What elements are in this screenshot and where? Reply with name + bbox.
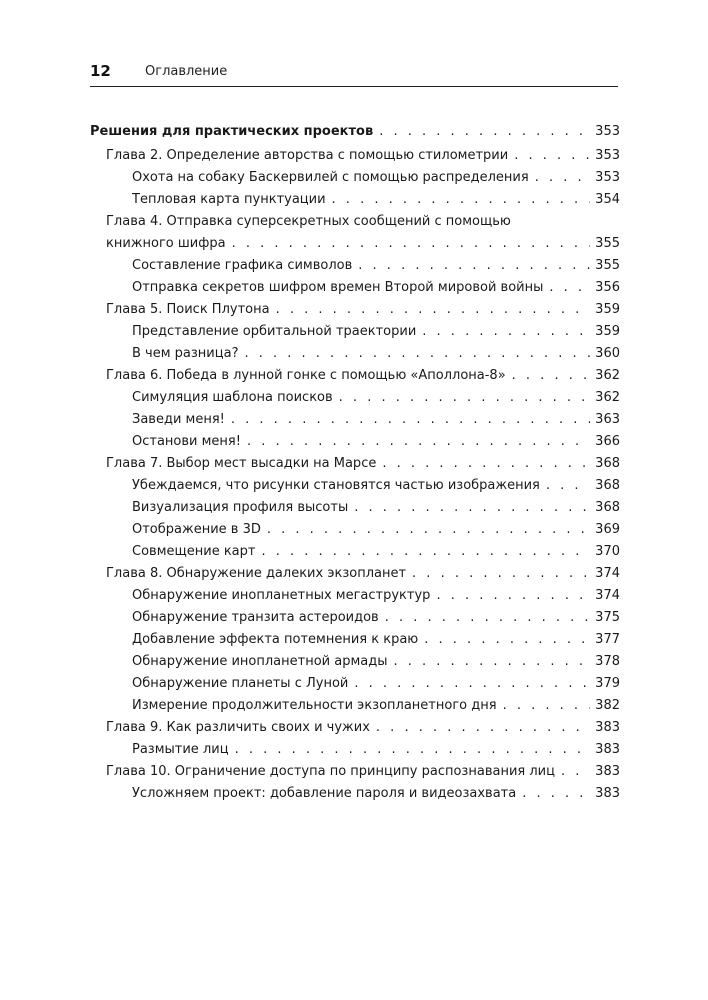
toc-entry-page: 362 bbox=[595, 368, 620, 383]
toc-entry-title: Убеждаемся, что рисунки становятся частью изображения bbox=[132, 478, 540, 493]
toc-entry-page: 375 bbox=[595, 610, 620, 625]
running-title: Оглавление bbox=[145, 64, 228, 79]
toc-item[interactable] bbox=[90, 387, 620, 409]
toc-section-solutions[interactable] bbox=[90, 121, 620, 143]
toc-entry-title: Измерение продолжительности экзопланетного дня bbox=[132, 698, 497, 713]
toc-chapter-2[interactable] bbox=[90, 145, 620, 167]
toc-entry-title: Добавление эффекта потемнения к краю bbox=[132, 632, 419, 647]
toc-item[interactable] bbox=[90, 695, 620, 717]
toc-entry-page: 370 bbox=[595, 544, 620, 559]
toc-entry-page: 356 bbox=[595, 280, 620, 295]
leader-dots bbox=[424, 629, 590, 651]
toc-entry-page: 369 bbox=[595, 522, 620, 537]
toc-entry-page: 355 bbox=[595, 236, 620, 251]
toc-entry-page: 383 bbox=[595, 720, 620, 735]
toc-entry-page: 363 bbox=[595, 412, 620, 427]
leader-dots bbox=[412, 563, 590, 585]
toc-chapter-6[interactable] bbox=[90, 365, 620, 387]
toc-entry-title: Охота на собаку Баскервилей с помощью распределения bbox=[132, 170, 529, 185]
leader-dots bbox=[261, 541, 590, 563]
toc-entry-page: 368 bbox=[595, 500, 620, 515]
toc-entry-page: 366 bbox=[595, 434, 620, 449]
toc-entry-title: Отображение в 3D bbox=[132, 522, 261, 537]
leader-dots bbox=[332, 189, 591, 211]
toc-item[interactable] bbox=[90, 519, 620, 541]
toc-entry-page: 359 bbox=[595, 324, 620, 339]
toc-entry-title: Совмещение карт bbox=[132, 544, 256, 559]
toc-entry-title: Обнаружение инопланетной армады bbox=[132, 654, 388, 669]
toc-entry-page: 379 bbox=[595, 676, 620, 691]
toc-item[interactable] bbox=[90, 343, 620, 365]
leader-dots bbox=[379, 121, 590, 143]
toc-entry-title: В чем разница? bbox=[132, 346, 239, 361]
toc-entry-page: 377 bbox=[595, 632, 620, 647]
toc-entry-title: Усложняем проект: добавление пароля и видеозахвата bbox=[132, 786, 517, 801]
toc-entry-page: 368 bbox=[595, 478, 620, 493]
leader-dots bbox=[382, 453, 590, 475]
toc-chapter-4[interactable] bbox=[90, 211, 620, 255]
leader-dots bbox=[267, 519, 590, 541]
toc-item[interactable] bbox=[90, 541, 620, 563]
leader-dots bbox=[546, 475, 590, 497]
toc-entry-page: 355 bbox=[595, 258, 620, 273]
toc-item[interactable] bbox=[90, 673, 620, 695]
leader-dots bbox=[232, 233, 591, 255]
toc-item[interactable] bbox=[90, 431, 620, 453]
leader-dots bbox=[522, 783, 590, 805]
leader-dots bbox=[247, 431, 590, 453]
toc-entry-title: Симуляция шаблона поисков bbox=[132, 390, 333, 405]
toc-entry-page: 368 bbox=[595, 456, 620, 471]
toc-item[interactable] bbox=[90, 277, 620, 299]
toc-entry-title: Глава 5. Поиск Плутона bbox=[106, 302, 270, 317]
table-of-contents bbox=[90, 121, 620, 805]
toc-entry-page: 354 bbox=[595, 192, 620, 207]
toc-entry-title-line2: книжного шифра bbox=[106, 236, 226, 251]
toc-item[interactable] bbox=[90, 607, 620, 629]
toc-item[interactable] bbox=[90, 255, 620, 277]
leader-dots bbox=[422, 321, 590, 343]
toc-chapter-7[interactable] bbox=[90, 453, 620, 475]
leader-dots bbox=[244, 343, 590, 365]
leader-dots bbox=[235, 739, 591, 761]
leader-dots bbox=[436, 585, 590, 607]
toc-entry-page: 378 bbox=[595, 654, 620, 669]
toc-item[interactable] bbox=[90, 409, 620, 431]
toc-entry-title: Глава 9. Как различить своих и чужих bbox=[106, 720, 370, 735]
toc-chapter-8[interactable] bbox=[90, 563, 620, 585]
toc-item[interactable] bbox=[90, 629, 620, 651]
toc-entry-title: Глава 7. Выбор мест высадки на Марсе bbox=[106, 456, 377, 471]
toc-entry-title: Глава 6. Победа в лунной гонке с помощью «Аполлона-8» bbox=[106, 368, 506, 383]
toc-chapter-5[interactable] bbox=[90, 299, 620, 321]
page-header bbox=[90, 60, 618, 87]
toc-entry-page: 359 bbox=[595, 302, 620, 317]
leader-dots bbox=[512, 365, 591, 387]
toc-entry-page: 383 bbox=[595, 786, 620, 801]
toc-item[interactable] bbox=[90, 585, 620, 607]
leader-dots bbox=[503, 695, 591, 717]
toc-entry-title: Составление графика символов bbox=[132, 258, 353, 273]
leader-dots bbox=[339, 387, 591, 409]
leader-dots bbox=[561, 761, 590, 783]
toc-item[interactable] bbox=[90, 321, 620, 343]
toc-item[interactable] bbox=[90, 475, 620, 497]
toc-entry-title-line1: Глава 4. Отправка суперсекретных сообщений с помощью bbox=[106, 214, 511, 229]
toc-entry-page: 362 bbox=[595, 390, 620, 405]
leader-dots bbox=[354, 673, 590, 695]
leader-dots bbox=[354, 497, 590, 519]
toc-entry-title: Глава 10. Ограничение доступа по принципу распознавания лиц bbox=[106, 764, 555, 779]
toc-entry-page: 353 bbox=[595, 124, 620, 139]
toc-entry-title: Обнаружение инопланетных мегаструктур bbox=[132, 588, 431, 603]
toc-entry-page: 383 bbox=[595, 764, 620, 779]
toc-entry-title: Обнаружение планеты с Луной bbox=[132, 676, 349, 691]
toc-entry-title: Размытие лиц bbox=[132, 742, 229, 757]
toc-entry-title: Обнаружение транзита астероидов bbox=[132, 610, 379, 625]
leader-dots bbox=[393, 651, 590, 673]
toc-entry-page: 382 bbox=[595, 698, 620, 713]
toc-entry-title: Отправка секретов шифром времен Второй мировой войны bbox=[132, 280, 544, 295]
toc-entry-page: 353 bbox=[595, 148, 620, 163]
toc-chapter-10[interactable] bbox=[90, 761, 620, 783]
toc-entry-title: Решения для практических проектов bbox=[90, 124, 374, 139]
leader-dots bbox=[549, 277, 590, 299]
leader-dots bbox=[376, 717, 590, 739]
toc-item[interactable] bbox=[90, 497, 620, 519]
toc-item[interactable] bbox=[90, 167, 620, 189]
toc-entry-title: Визуализация профиля высоты bbox=[132, 500, 349, 515]
leader-dots bbox=[276, 299, 591, 321]
toc-chapter-9[interactable] bbox=[90, 717, 620, 739]
leader-dots bbox=[535, 167, 590, 189]
toc-entry-title: Глава 2. Определение авторства с помощью стилометрии bbox=[106, 148, 509, 163]
toc-entry-page: 360 bbox=[595, 346, 620, 361]
toc-entry-page: 374 bbox=[595, 566, 620, 581]
toc-entry-title-line2-row bbox=[106, 233, 620, 255]
leader-dots bbox=[385, 607, 590, 629]
toc-entry-title: Останови меня! bbox=[132, 434, 241, 449]
toc-item[interactable] bbox=[90, 783, 620, 805]
leader-dots bbox=[358, 255, 590, 277]
toc-entry-page: 374 bbox=[595, 588, 620, 603]
leader-dots bbox=[514, 145, 590, 167]
toc-item[interactable] bbox=[90, 189, 620, 211]
toc-entry-title: Глава 8. Обнаружение далеких экзопланет bbox=[106, 566, 407, 581]
toc-entry-page: 353 bbox=[595, 170, 620, 185]
page-number: 12 bbox=[90, 62, 111, 80]
toc-entry-title: Заведи меня! bbox=[132, 412, 225, 427]
toc-item[interactable] bbox=[90, 651, 620, 673]
leader-dots bbox=[231, 409, 590, 431]
toc-entry-page: 383 bbox=[595, 742, 620, 757]
toc-entry-title: Представление орбитальной траектории bbox=[132, 324, 417, 339]
toc-entry-title: Тепловая карта пунктуации bbox=[132, 192, 326, 207]
toc-item[interactable] bbox=[90, 739, 620, 761]
